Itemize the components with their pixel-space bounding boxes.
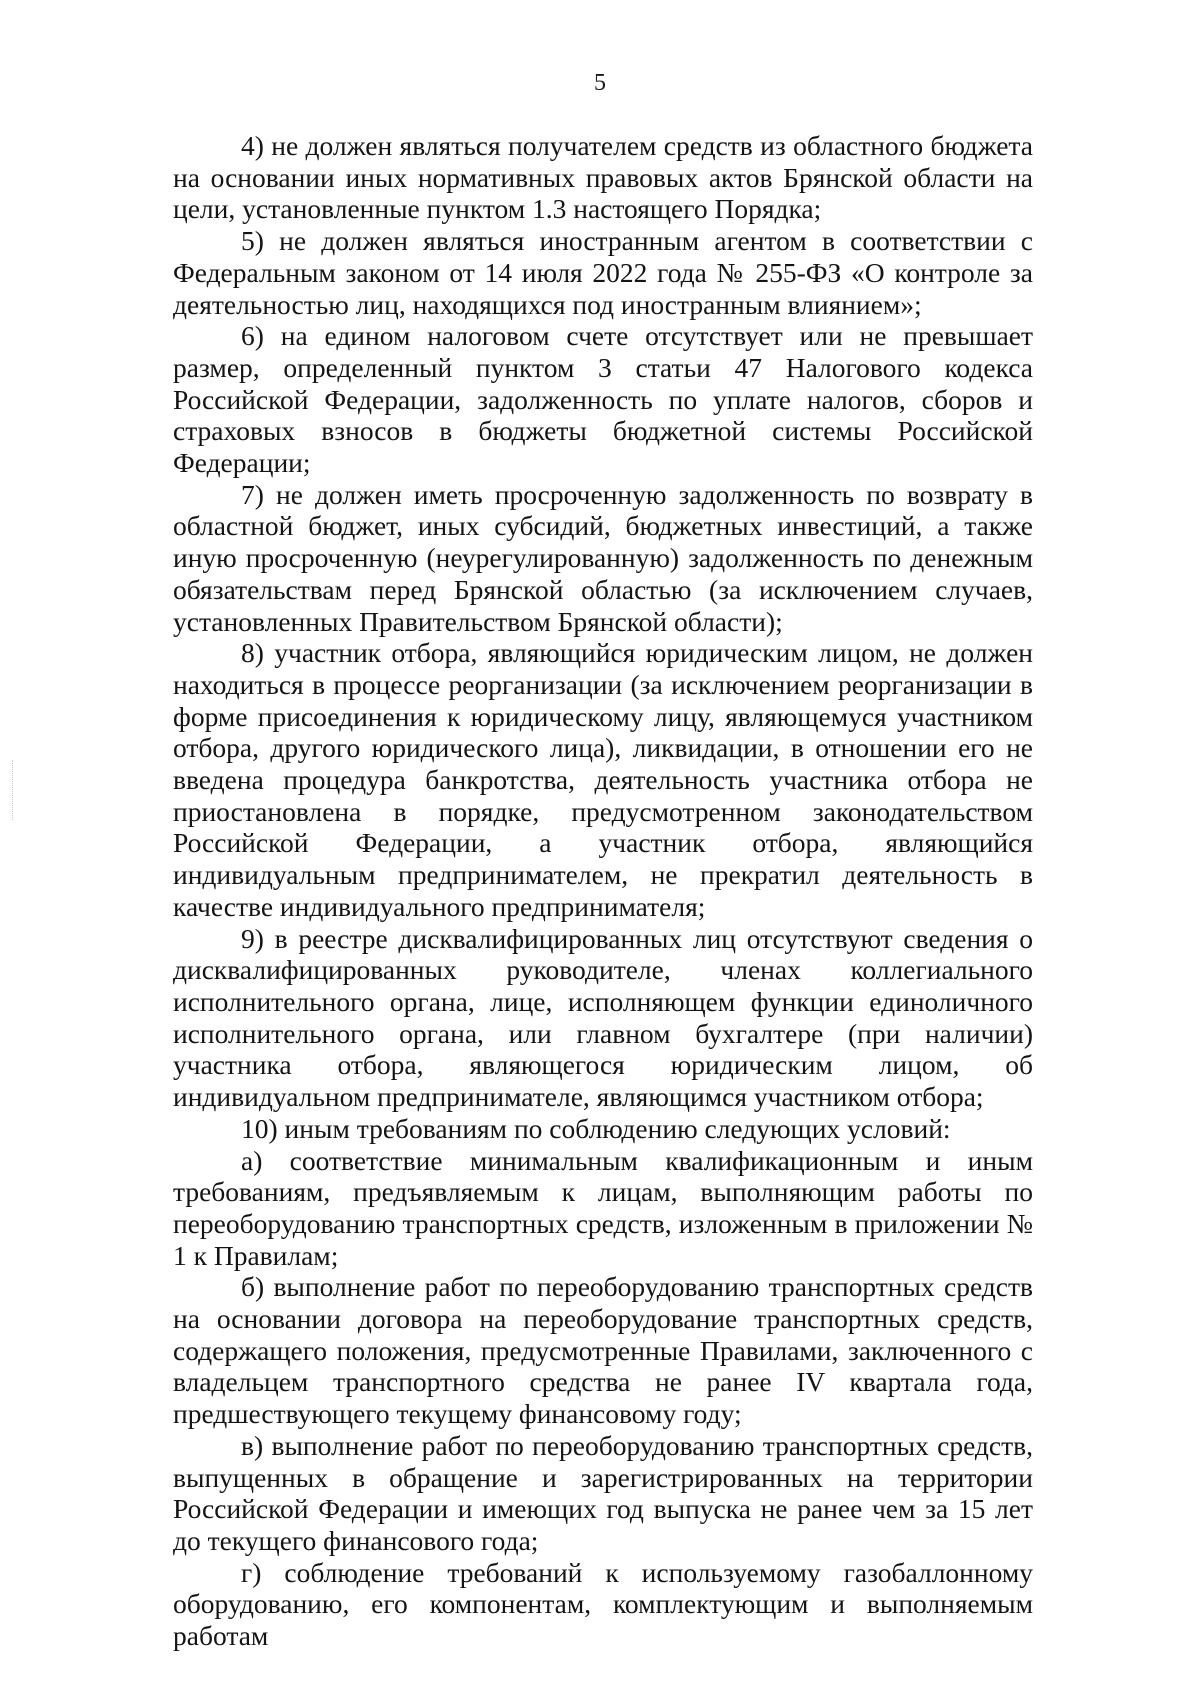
paragraph-subitem-a: а) соответствие минимальным квалификационным и иным требованиям, предъявляемым к лицам, выполняющим работы по переоборудованию транспортных средств, изложенным в приложении № 1 к Правилам;	[173, 1144, 1033, 1271]
page-number: 5	[594, 70, 606, 96]
paragraph-item-10: 10) иным требованиям по соблюдению следующих условий:	[241, 1112, 951, 1144]
paragraph-item-9: 9) в реестре дисквалифицированных лиц отсутствуют сведения о дисквалифицированных руководителе, членах коллегиального исполнительного органа, лице, исполняющем функции единоличного исполнительного органа, или главном бухгалтере (при наличии) участника отбора, являющегося юридическим лицом, об индивидуальном предпринимателе, являющимся участником отбора;	[173, 922, 1033, 1113]
paragraph-item-8: 8) участник отбора, являющийся юридическим лицом, не должен находиться в процессе реорганизации (за исключением реорганизации в форме присоединения к юридическому лицу, являющемуся участником отбора, другого юридического лица), ликвидации, в отношении его не введена процедура банкротства, деятельность участника отбора не приостановлена в порядке, предусмотренном законодательством Российской Федерации, а участник отбора, являющийся индивидуальным предпринимателем, не прекратил деятельность в качестве индивидуального предпринимателя;	[173, 637, 1033, 922]
document-body	[173, 130, 1033, 1652]
paragraph-item-7: 7) не должен иметь просроченную задолженность по возврату в областной бюджет, иных субсидий, бюджетных инвестиций, а также иную просроченную (неурегулированную) задолженность по денежным обязательствам перед Брянской областью (за исключением случаев, установленных Правительством Брянской области);	[173, 478, 1033, 637]
paragraph-subitem-b: б) выполнение работ по переоборудованию транспортных средств на основании договора на переоборудование транспортных средств, содержащего положения, предусмотренные Правилами, заключенного с владельцем транспортного средства не ранее IV квартала года, предшествующего текущему финансовому году;	[173, 1271, 1033, 1430]
scan-margin-mark	[12, 760, 15, 820]
paragraph-subitem-v: в) выполнение работ по переоборудованию транспортных средств, выпущенных в обращение и зарегистрированных на территории Российской Федерации и имеющих год выпуска не ранее чем за 15 лет до текущего финансового года;	[173, 1429, 1033, 1556]
paragraph-item-5: 5) не должен являться иностранным агентом в соответствии с Федеральным законом от 14 июля 2022 года № 255-ФЗ «О контроле за деятельностью лиц, находящихся под иностранным влиянием»;	[173, 225, 1033, 320]
paragraph-item-4: 4) не должен являться получателем средств из областного бюджета на основании иных нормативных правовых актов Брянской области на цели, установленные пунктом 1.3 настоящего Порядка;	[173, 130, 1033, 225]
paragraph-subitem-g: г) соблюдение требований к используемому газобаллонному оборудованию, его компонентам, комплектующим и выполняемым работам	[173, 1556, 1033, 1652]
paragraph-item-6: 6) на едином налоговом счете отсутствует или не превышает размер, определенный пунктом 3 статьи 47 Налогового кодекса Российской Федерации, задолженность по уплате налогов, сборов и страховых взносов в бюджеты бюджетной системы Российской Федерации;	[173, 320, 1033, 479]
